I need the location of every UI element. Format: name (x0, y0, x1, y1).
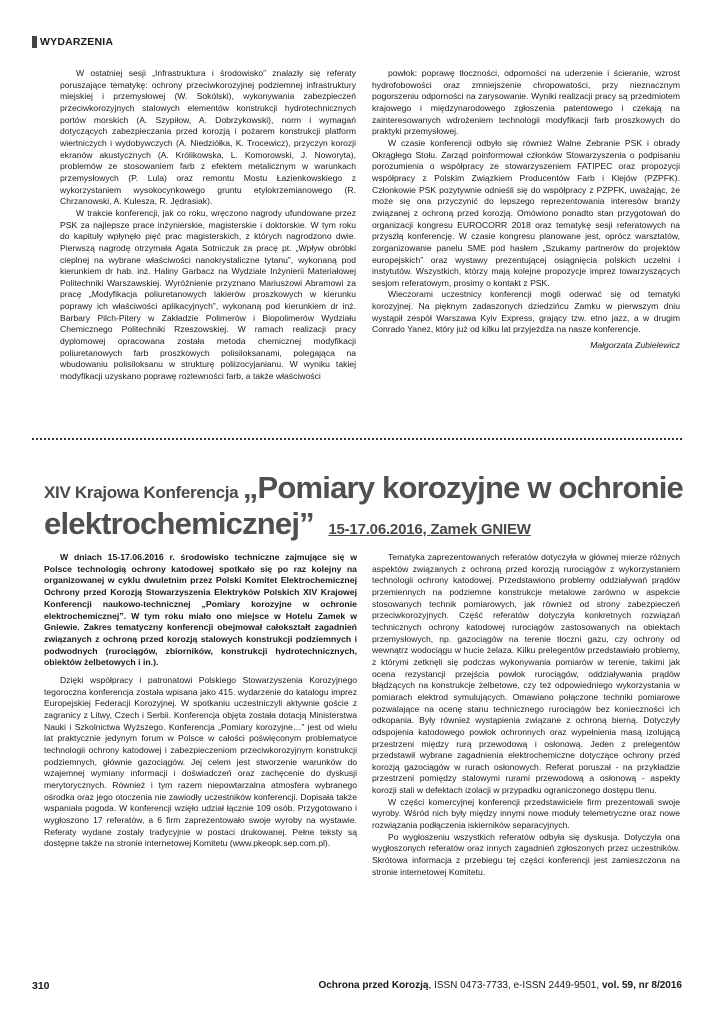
paragraph: W ostatniej sesji „Infrastruktura i środowisko” znalazły się referaty poruszające tematykę: ochrony przeciwkorozyjnej podziemnej infrastruktury miejskiej i przemysłowej (W. Sokólski), wykonywania zabezpieczeń przeciwkorozyjnych stalowych elementów konstrukcji hydrotechnicznych portów morskich (A. Szypiłow, A. Dobrzykowski), norm i wymagań dotyczących zabezpieczania przed korozją i pożarem konstrukcji platform wiertniczych i wydobywczych (A. Niedziółka, K. Trocewicz), przyczyn korozji ekranów akustycznych (A. Królikowska, L. Komorowski, J. Noworyta), problemów ze stosowaniem farb z efektem metalicznym w warunkach przemysłowych (P. Lula) oraz remontu Mostu Łazienkowskiego z wykorzystaniem wysokocynkowego gruntu etylokrzemianowego (R. Chrzanowski, A. Kulesza, R. Jędrasiak). (60, 68, 356, 207)
journal-info (318, 980, 682, 992)
paragraph: W części komercyjnej konferencji przedstawiciele firm prezentowali swoje wyroby. Wśród nich były między innymi nowe moduły telemetryczne oraz nowe rozwiązania podłączenia iskierników separacyjnych. (372, 796, 680, 831)
paragraph: Wieczorami uczestnicy konferencji mogli oderwać się od tematyki korozyjnej. Na pięknym zadaszonych dziedzińcu Zamku w pierwszym dniu wystąpił zespół Warszawa Kyiv Express, grający tzw. etno jazz, a w drugim Conrado Yanez, który już od kilku lat przyjeżdża na nasze konferencje. (372, 289, 680, 335)
section-tag (32, 36, 113, 48)
paragraph: Tematyka zaprezentowanych referatów dotyczyła w głównej mierze różnych aspektów związanych z ochroną przed korozją rurociągów z wykorzystaniem technologii ochrony katodowej. Przedstawiono problemy oddziaływań prądów przemiennych na podziemne konstrukcje metalowe zarówno w aspekcie stosowanych technik pomiarowych, jak również od strony zabezpieczeń przeciwkorozyjnych. Część referatów dotyczyła konkretnych rozwiązań technicznych ochrony katodowej rurociągów zastosowanych na obiektach przemysłowych, np. gazociągów na terenie tłoczni gazu, czy ochrony od wewnątrz wodociągu w hucie żelaza. Kilku prelegentów przedstawiało problemy, z którymi zetknęli się podczas wykonywania pomiarów w terenie, takimi jak ocena rezystancji przejścia powłok rurociągów, oddziaływania prądów błądzących na konstrukcje żelbetowe, czy też odpowiedniego wykorzystania w pomiarach elektrod symulujących. Omawiano połączone techniki pomiarowe pozwalające na ocenę stanu technicznego rurociągów bez konieczności ich odkopania. Były również wystąpienia związane z ochroną bierną. Dotyczyły odspojenia katodowego powłok ochronnych oraz wypełnienia masą izolującą przestrzeni między rurą przewodową i osłonową. Jeden z prelegentów przedstawił wybrane zagadnienia elektrochemiczne dotyczące ochrony przed korozją gazociągów w rurach osłonowych. Referat poruszał - na przykładzie przestrzeni pomiędzy stalowymi rurami przewodową a osłonową - aspekty korozji stali w defektach izolacji w przypadku ograniczonego dostępu tlenu. (372, 552, 680, 796)
page-number: 310 (32, 980, 50, 992)
journal-issn: , ISSN 0473-7733, e-ISSN 2449-9501, (428, 980, 602, 991)
bottom-right-column (372, 552, 680, 878)
section-title: WYDARZENIA (40, 36, 114, 48)
paragraph: W czasie konferencji odbyło się również Walne Zebranie PSK i obrady Okrągłego Stołu. Zarząd poinformował członków Stowarzyszenia o podpisaniu porozumienia o współpracy ze stowarzyszeniem FATIPEC oraz propozycji współpracy z Polskim Związkiem Producentów Farb i Klejów (PZPFK). Członkowie PSK pozytywnie odnieśli się do współpracy z PZPFK, uważając, że może się ona przyczynić do lepszego reprezentowania interesów branży związanej z ochroną przed korozją. Omówiono ponadto stan przygotowań do organizacji kongresu EUROCORR 2018 oraz tematykę sesji referatowych na przyszłą konferencję. W czasie kongresu planowane jest, oprócz warsztatów, zorganizowanie panelu SME pod hasłem „Szukamy partnerów do projektów europejskich” oraz wystawy prezentującej osiągnięcia polskich uczelni i instytutów. Wszystkich, którzy mają kolejne propozycje imprez towarzyszących sesjom referatowym, prosimy o kontakt z PSK. (372, 137, 680, 288)
top-left-column (60, 68, 356, 383)
section-divider (32, 438, 682, 440)
author-signature: Małgorzata Zubielewicz (590, 340, 680, 351)
paragraph: W trakcie konferencji, jak co roku, wręczono nagrody ufundowane przez PSK za najlepsze prace inżynierskie, magisterskie i doktorskie. W tym roku do kapituły wpłynęło pięć prac magisterskich, z których nagrodzono dwie. Pierwszą nagrodę otrzymała Agata Sotniczuk za pracę pt. „Wpływ obróbki cieplnej na wybrane właściwości nanokrystaliczne tytanu”, wykonaną pod kierunkiem dr hab. inż. Haliny Garbacz na Wydziale Inżynierii Materiałowej Politechniki Warszawskiej. Wyróżnienie przyznano Mariuszowi Abramowi za pracę „Modyfikacja poliuretanowych lakierów proszkowych w kierunku poprawy ich właściwości aplikacyjnych”, wykonaną pod kierunkiem dr inż. Barbary Pilch-Pitery w Zakładzie Polimerów i Biopolimerów Wydziału Chemicznego Politechniki Rzeszowskiej. W ramach realizacji pracy dyplomowej opracowana została metoda chemicznej modyfikacji poliuretanowych farb proszkowych polisiloksanami, polegająca na wbudowaniu polisiloksanu w strukturę poliizocyjanianu. W wyniku takiej modyfikacji uzyskano poprawę rozlewności farb, a także właściwości (60, 207, 356, 382)
section-bar-icon (32, 36, 37, 48)
page-footer (32, 980, 682, 992)
journal-name: Ochrona przed Korozją (318, 980, 429, 991)
paragraph: Dzięki współpracy i patronatowi Polskiego Stowarzyszenia Korozyjnego tegoroczna konferencja została wpisana jako 415. wydarzenie do katalogu imprez Europejskiej Federacji Korozyjnej. W spotkaniu uczestniczyli aktywnie goście z zagranicy z Litwy, Czech i Serbii. Konferencja objęta została dotacją Ministerstwa Nauki i Szkolnictwa Wyższego. Konferencja „Pomiary korozyjne…” jest od wielu lat praktycznie jedynym forum w Polsce w całości poświęconym problematyce technologii ochrony katodowej i zabezpieczeniom przeciwkorozyjnym konstrukcji podziemnych, głównie gazociągów. Jej celem jest stworzenie warunków do wzajemnej wymiany informacji i doświadczeń oraz zachęcenie do dyskusji merytorycznych. Również i tym razem niepowtarzalna atmosfera wybranego ośrodka oraz jego otoczenia nie zawiodły uczestników konferencji. Dopisała także wspaniała pogoda. W konferencji wzięło udział łącznie 109 osób. Przygotowano i wygłoszono 17 referatów, a 6 firm zaprezentowało swoje wyroby na wystawie. Referaty wydane zostały tradycyjnie w postaci drukowanej. Pełne teksty są dostępne także na stronie internetowej Komitetu (www.pkeopk.sep.com.pl). (44, 675, 357, 849)
headline-title-1: „Pomiary korozyjne w ochronie (242, 470, 683, 505)
headline-title-2: elektrochemicznej” (44, 506, 314, 541)
bottom-left-column (44, 552, 357, 850)
top-right-column (372, 68, 680, 352)
article-headline (44, 470, 684, 542)
headline-kicker: XIV Krajowa Konferencja (44, 483, 239, 502)
headline-date-place: 15-17.06.2016, Zamek GNIEW (328, 521, 531, 538)
paragraph: Po wygłoszeniu wszystkich referatów odbyła się dyskusja. Dotyczyła ona wygłoszonych referatów oraz innych zagadnień zgłoszonych przez uczestników. Skrótowa informacja z przebiegu tej części konferencji jest zamieszczona na stronie internetowej Komitetu. (372, 831, 680, 877)
lead-paragraph: W dniach 15-17.06.2016 r. środowisko techniczne zajmujące się w Polsce technologią ochrony katodowej spotkało się po raz kolejny na organizowanej w cyklu dwuletnim przez Polski Komitet Elektrochemicznej Ochrony przed Korozją Stowarzyszenia Elektryków Polskich XIV Krajowej Konferencji naukowo-technicznej „Pomiary korozyjne w ochronie elektrochemicznej”. W tym roku miało ono miejsce w Hotelu Zamek w Gniewie. Zakres tematyczny konferencji obejmował całokształt zagadnień związanych z ochroną przed korozją stalowych konstrukcji podziemnych i podwodnych (rurociągów, zbiorników, konstrukcji hydrotechnicznych, obiektów żelbetowych i in.). (44, 552, 357, 668)
paragraph: powłok: poprawę tłoczności, odporności na uderzenie i ścieranie, wzrost hydrofobowości oraz zmniejszenie chropowatości, przy nieznacznym pogorszeniu odporności na zarysowanie. Wyniki realizacji pracy są przedmiotem krajowego i międzynarodowego zgłoszenia patentowego i czekają na zainteresowanych wdrożeniem technologii modyfikacji farb proszkowych do praktyki przemysłowej. (372, 68, 680, 137)
journal-volume: vol. 59, nr 8/2016 (601, 980, 682, 991)
